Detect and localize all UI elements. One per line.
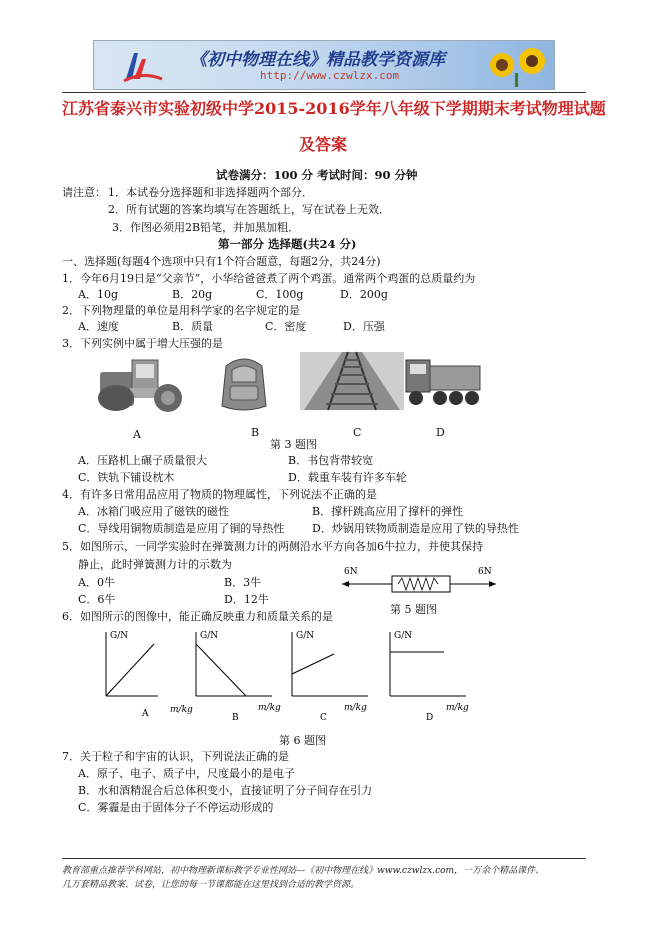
q4-option-b: B．撑杆跳高应用了撑杆的弹性 bbox=[312, 505, 464, 518]
q1-stem: 1．今年6月19日是“父亲节”，小华给爸爸煮了两个鸡蛋。通常两个鸡蛋的总质量约为 bbox=[62, 272, 476, 285]
page-title: 江苏省泰兴市实验初级中学2015-2016学年八年级下学期期末考试物理试题 bbox=[62, 99, 606, 118]
q6-c-ylabel: G/N bbox=[296, 631, 315, 641]
q2-stem: 2．下列物理量的单位是用科学家的名字规定的是 bbox=[62, 304, 300, 317]
footer-line2: 几万套精品教案、试卷，让您的每一节课都能在这里找到合适的教学资源。 bbox=[62, 880, 360, 890]
q6-c-label: C bbox=[320, 713, 327, 723]
q2-option-d: D．压强 bbox=[343, 320, 385, 333]
q6-d-label: D bbox=[426, 713, 434, 723]
q3-caption: 第 3 题图 bbox=[270, 438, 317, 451]
q3-option-c: C．铁轨下铺设枕木 bbox=[78, 471, 175, 484]
railway-track-image bbox=[300, 352, 404, 410]
q5-caption: 第 5 题图 bbox=[390, 603, 437, 616]
q6-graph-d bbox=[380, 624, 480, 724]
q5-option-d: D．12牛 bbox=[224, 593, 269, 606]
sunflower-icon bbox=[482, 43, 550, 87]
q4-stem: 4．有许多日常用品应用了物质的物理属性，下列说法不正确的是 bbox=[62, 488, 377, 501]
section-heading: 一、选择题(每题4个选项中只有1个符合题意，每题2分，共24分) bbox=[62, 255, 381, 268]
q3-label-b: B bbox=[251, 426, 260, 439]
q3-label-c: C bbox=[353, 426, 362, 439]
q6-b-label: B bbox=[232, 713, 239, 723]
q6-graph-c bbox=[282, 624, 382, 724]
q5-option-c: C．6牛 bbox=[78, 593, 116, 606]
q1-option-b: B．20g bbox=[172, 288, 213, 301]
exam-info: 试卷满分：100 分 考试时间：90 分钟 bbox=[216, 168, 418, 182]
q6-graph-b bbox=[170, 624, 286, 724]
q6-d-ylabel: G/N bbox=[394, 631, 413, 641]
q5-force-left: 6N bbox=[344, 567, 358, 577]
q6-b-xlabel: m/kg bbox=[258, 703, 281, 713]
page-title-line2: 及答案 bbox=[299, 135, 348, 154]
notice-3: 3．作图必须用2B铅笔，并加黑加粗． bbox=[112, 221, 300, 234]
notice-2: 2．所有试题的答案均填写在答题纸上，写在试卷上无效． bbox=[108, 203, 390, 216]
q6-b-ylabel: G/N bbox=[200, 631, 219, 641]
q5-force-right: 6N bbox=[478, 567, 492, 577]
q2-option-a: A．速度 bbox=[78, 320, 119, 333]
q2-option-b: B．质量 bbox=[172, 320, 214, 333]
header-rule bbox=[62, 92, 586, 93]
q4-option-c: C．导线用铜物质制造是应用了铜的导热性 bbox=[78, 522, 285, 535]
q6-d-xlabel: m/kg bbox=[446, 703, 469, 713]
q3-label-a: A bbox=[133, 428, 141, 441]
q6-a-label: A bbox=[142, 709, 149, 719]
q3-stem: 3．下列实例中属于增大压强的是 bbox=[62, 337, 223, 350]
q4-option-d: D．炒锅用铁物质制造是应用了铁的导热性 bbox=[312, 522, 519, 535]
notice-label: 请注意： bbox=[62, 186, 106, 199]
q1-option-c: C．100g bbox=[256, 288, 304, 301]
q5-stem-line2: 静止，此时弹簧测力计的示数为 bbox=[78, 558, 232, 571]
road-roller-image bbox=[96, 352, 192, 414]
q6-c-xlabel: m/kg bbox=[344, 703, 367, 713]
q3-option-b: B．书包背带较宽 bbox=[288, 454, 374, 467]
q3-label-d: D bbox=[436, 426, 445, 439]
backpack-image bbox=[212, 352, 276, 414]
banner-url: http://www.czwlzx.com bbox=[260, 69, 400, 82]
notice-1: 1．本试卷分选择题和非选择题两个部分． bbox=[108, 186, 313, 199]
q6-stem: 6．如图所示的图像中，能正确反映重力和质量关系的是 bbox=[62, 610, 333, 623]
q4-option-a: A．冰箱门吸应用了磁铁的磁性 bbox=[78, 505, 229, 518]
q7-option-b: B．水和酒精混合后总体积变小，直接证明了分子间存在引力 bbox=[78, 784, 373, 797]
q5-option-a: A．0牛 bbox=[78, 576, 115, 589]
q3-option-a: A．压路机上碾子质量很大 bbox=[78, 454, 207, 467]
spring-scale-diagram bbox=[340, 562, 500, 598]
heavy-truck-image bbox=[404, 352, 484, 410]
q7-option-a: A．原子、电子、质子中，尺度最小的是电子 bbox=[78, 767, 295, 780]
q5-option-b: B．3牛 bbox=[224, 576, 262, 589]
footer-line1: 教育部重点推荐学科网站，初中物理新课标教学专业性网站---《初中物理在线》www.czwlzx.com，一万余个精品课件、 bbox=[62, 866, 545, 876]
q6-caption: 第 6 题图 bbox=[279, 734, 326, 747]
q5-stem-line1: 5．如图所示，一同学实验时在弹簧测力计的两侧沿水平方向各加6牛拉力，并使其保持 bbox=[62, 540, 483, 553]
q6-a-xlabel: m/kg bbox=[170, 705, 193, 715]
part1-heading: 第一部分 选择题(共24 分) bbox=[218, 237, 357, 251]
q2-option-c: C．密度 bbox=[265, 320, 307, 333]
q1-option-a: A．10g bbox=[78, 288, 118, 301]
q7-stem: 7．关于粒子和宇宙的认识，下列说法正确的是 bbox=[62, 750, 289, 763]
footer-rule bbox=[62, 858, 586, 859]
q1-option-d: D．200g bbox=[340, 288, 388, 301]
header-banner bbox=[93, 40, 555, 90]
banner-title: 《初中物理在线》精品教学资源库 bbox=[190, 50, 445, 70]
q6-a-ylabel: G/N bbox=[110, 631, 129, 641]
q7-option-c: C．雾霾是由于固体分子不停运动形成的 bbox=[78, 801, 274, 814]
logo-icon bbox=[120, 45, 166, 85]
q3-option-d: D．载重车装有许多车轮 bbox=[288, 471, 407, 484]
